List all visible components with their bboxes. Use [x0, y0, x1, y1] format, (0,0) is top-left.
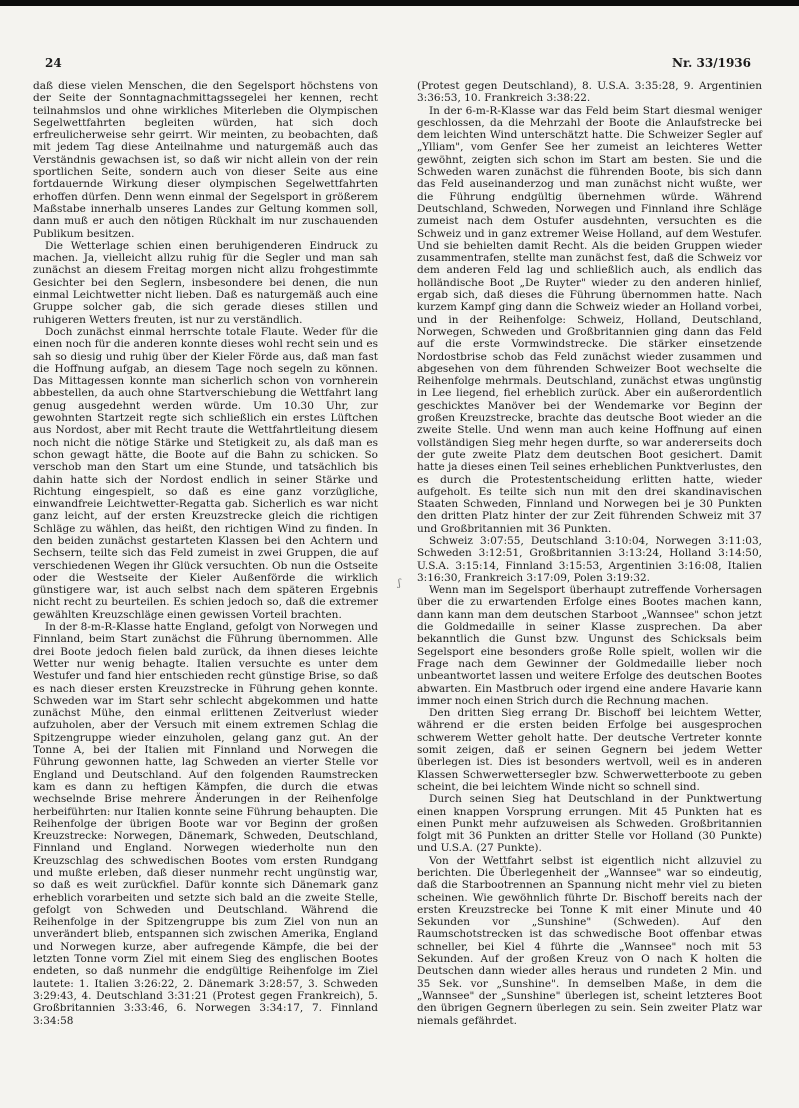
issue-number: Nr. 33/1936 [671, 56, 751, 70]
paragraph: (Protest gegen Deutschland), 8. U.S.A. 3:35:28, 9. Argentinien 3:36:53, 10. Frankreich 3:38:22. [417, 80, 762, 105]
paragraph: Durch seinen Sieg hat Deutschland in der Punktwertung einen knappen Vorsprung errungen. Mit 45 Punkten hat es einen Punkt mehr aufzuweisen als Schweden. Großbritannien folgt mit 36 Punkten an dritter Stelle vor Holland (30 Punkte) und U.S.A. (27 Punkte). [417, 793, 762, 855]
paragraph: Den dritten Sieg errang Dr. Bischoff bei leichtem Wetter, während er die ersten beiden Erfolge bei ausgesprochen schwerem Wetter geholt hatte. Der deutsche Vertreter konnte somit zeigen, daß er seinen Gegnern bei jedem Wetter überlegen ist. Dies ist besonders wertvoll, weil es in anderen Klassen Schwerwettersegler bzw. Schwerwetterboote zu geben scheint, die bei leichtem Winde nicht so schnell sind. [417, 707, 762, 793]
paragraph: In der 8-m-R-Klasse hatte England, gefolgt von Norwegen und Finnland, beim Start zunächst die Führung übernommen. Alle drei Boote jedoch fielen bald zurück, da ihnen dieses leichte Wetter nur wenig behagte. Italien versuchte es unter dem Westufer und fand hier entschieden recht günstige Brise, so daß es nach dieser ersten Kreuzstrecke in Führung gehen konnte. Schweden war im Start sehr schlecht abgekommen und hatte zunächst Mühe, den einmal erlittenen Zeitverlust wieder aufzuholen, aber der Versuch mit einem extremen Schlag die Spitzengruppe wieder einzuholen, gelang ganz gut. An der Tonne A, bei der Italien mit Finnland und Norwegen die Führung gewonnen hatte, lag Schweden an vierter Stelle vor England und Deutschland. Auf den folgenden Raumstrecken kam es dann zu heftigen Kämpfen, die durch die etwas wechselnde Brise mehrere Änderungen in der Reihenfolge herbeiführten: nur Italien konnte seine Führung behaupten. Die Reihenfolge der übrigen Boote war vor Beginn der großen Kreuzstrecke: Norwegen, Dänemark, Schweden, Deutschland, Finnland und England. Norwegen wiederholte nun den Kreuzschlag des schwedischen Bootes vom ersten Rundgang und mußte erleben, daß dieser nunmehr recht ungünstig war, so daß es weit zurückfiel. Dafür konnte sich Dänemark ganz erheblich vorarbeiten und setzte sich bald an die zweite Stelle, gefolgt von Schweden und Deutschland. Während die Reihenfolge in der Spitzengruppe bis zum Ziel von nun an unverändert blieb, entspannen sich zwischen Amerika, England und Norwegen kurze, aber aufregende Kämpfe, die bei der letzten Tonne vorm Ziel mit einem Sieg des englischen Bootes endeten, so daß nunmehr die endgültige Reihenfolge im Ziel lautete: 1. Italien 3:26:22, 2. Dänemark 3:28:57, 3. Schweden 3:29:43, 4. Deutschland 3:31:21 (Protest gegen Frankreich), 5. Großbritannien 3:33:46, 6. Norwegen 3:34:17, 7. Finnland 3:34:58 [33, 621, 378, 1027]
results-paragraph: Schweiz 3:07:55, Deutschland 3:10:04, Norwegen 3:11:03, Schweden 3:12:51, Großbritannien 3:13:24, Holland 3:14:50, U.S.A. 3:15:14, Finnland 3:15:53, Argentinien 3:16:08, Italien 3:16:30, Frankreich 3:17:09, Polen 3:19:32. [417, 534, 762, 584]
paragraph: In der 6-m-R-Klasse war das Feld beim Start diesmal weniger geschlossen, da die Mehrzahl der Boote die Anlaufstrecke bei dem leichten Wind unterschätzt hatte. Die Schweizer Segler auf „Ylliam", vom Genfer See her zumeist an leichteres Wetter gewöhnt, zeigten sich schon im Start am besten. Sie und die Schweden waren zunächst die führenden Boote, bis sich dann das Feld auseinanderzog und man zunächst nicht wußte, wer die Führung endgültig übernehmen würde. Während Deutschland, Schweden, Norwegen und Finnland ihre Schläge zumeist nach dem Ostufer ausdehnten, versuchten es die Schweiz und in ganz extremer Weise Holland, auf dem Westufer. Und sie behielten damit Recht. Als die beiden Gruppen wieder zusammentrafen, stellte man zunächst fest, daß die Schweiz vor dem anderen Feld lag und schließlich auch, als endlich das holländische Boot „De Ruyter" wieder zu den anderen hinlief, ergab sich, daß dieses die Führung übernommen hatte. Nach kurzem Kampf ging dann die Schweiz wieder an Holland vorbei, und in der Reihenfolge: Schweiz, Holland, Deutschland, Norwegen, Schweden und Großbritannien ging dann das Feld auf die erste Vormwindstrecke. Die stärker einsetzende Nordostbrise schob das Feld zunächst wieder zusammen und abgesehen von dem führenden Schweizer Boot wechselte die Reihenfolge mehrmals. Deutschland, zunächst etwas ungünstig in Lee liegend, fiel erheblich zurück. Aber ein außerordentlich geschicktes Manöver bei der Wendemarke vor Beginn der großen Kreuzstrecke, brachte das deutsche Boot wieder an die zweite Stelle. Und wenn man auch keine Hoffnung auf einen vollständigen Sieg mehr hegen durfte, so war andererseits doch der gute zweite Platz dem deutschen Boot gesichert. Damit hatte ja dieses einen Teil seines erheblichen Punktverlustes, den es durch die Protestentscheidung erlitten hatte, wieder aufgeholt. Es teilte sich nun mit den drei skandinavischen Staaten Schweden, Finnland und Norwegen bei je 30 Punkten den dritten Platz hinter der zur Zeit führenden Schweiz mit 37 und Großbritannien mit 36 Punkten. [417, 104, 762, 535]
right-column [417, 80, 762, 1027]
paragraph: Doch zunächst einmal herrschte totale Flaute. Weder für die einen noch für die anderen konnte dieses wohl recht sein und es sah so diesig und ruhig über der Kieler Förde aus, daß man fast die Hoffnung aufgab, an diesem Tage noch segeln zu können. Das Mittagessen konnte man sicherlich schon von vornherein abbestellen, da auch ohne Startverschiebung die Wettfahrt lang genug ausgedehnt werden würde. Um 10.30 Uhr, zur gewohnten Startzeit regte sich schließlich ein erstes Lüftchen aus Nordost, aber mit Recht traute die Wettfahrtleitung diesem noch nicht die nötige Stärke und Stetigkeit zu, als daß man es schon gewagt hätte, die Boote auf die Bahn zu schicken. So verschob man den Start um eine Stunde, und tatsächlich bis dahin hatte sich der Nordost endlich in seiner Stärke und Richtung eingespielt, so daß es eine ganz vorzügliche, einwandfreie Leichtwetter-Regatta gab. Sicherlich es war nicht ganz leicht, auf der ersten Kreuzstrecke gleich die richtigen Schläge zu wählen, das heißt, den richtigen Wind zu finden. In den beiden zunächst gestarteten Klassen bei den Achtern und Sechsern, teilte sich das Feld zumeist in zwei Gruppen, die auf verschiedenen Wegen ihr Glück versuchten. Ob nun die Ostseite oder die Westseite der Kieler Außenförde die wirklich günstigere war, ist auch selbst nach dem späteren Ergebnis nicht recht zu beurteilen. Es schien jedoch so, daß die extremer gewählten Kreuzschläge einen gewissen Vorteil brachten. [33, 325, 378, 621]
page-number: 24 [45, 56, 62, 70]
left-column [33, 80, 378, 1027]
margin-mark: ʃ [398, 578, 401, 589]
paragraph: Von der Wettfahrt selbst ist eigentlich nicht allzuviel zu berichten. Die Überlegenheit der „Wannsee" war so eindeutig, daß die Starbootrennen an Spannung nicht mehr viel zu bieten scheinen. Wie gewöhnlich führte Dr. Bischoff bereits nach der ersten Kreuzstrecke bei Tonne K mit einer Minute und 40 Sekunden vor „Sunshine" (Schweden). Auf den Raumschotstrecken ist das schwedische Boot offenbar etwas schneller, bei Kiel 4 führte die „Wannsee" noch mit 53 Sekunden. Auf der großen Kreuz von O nach K holten die Deutschen dann wieder alles heraus und rundeten 2 Min. und 35 Sek. vor „Sunshine". In demselben Maße, in dem die „Wannsee" der „Sunshine" überlegen ist, scheint letzteres Boot den übrigen Gegnern überlegen zu sein. Sein zweiter Platz war niemals gefährdet. [417, 854, 762, 1027]
paragraph: Die Wetterlage schien einen beruhigenderen Eindruck zu machen. Ja, vielleicht allzu ruhig für die Segler und man sah zunächst an diesem Freitag morgen nicht allzu frohgestimmte Gesichter bei den Seglern, insbesondere bei denen, die nun einmal Leichtwetter nicht lieben. Daß es naturgemäß auch eine Gruppe solcher gab, die sich gerade dieses stillen und ruhigeren Wetters freuten, ist nur zu verständlich. [33, 239, 378, 326]
paragraph: daß diese vielen Menschen, die den Segelsport höchstens von der Seite der Sonntagnachmittagssegelei her kennen, recht teilnahmslos und ohne wirkliches Miterleben die Olympischen Segelwettfahrten begleiten würden, hat sich doch erfreulicherweise sehr geirrt. Wir meinten, zu beobachten, daß mit jedem Tag diese Anteilnahme und naturgemäß auch das Verständnis gewachsen ist, so daß wir nicht allein von der rein sportlichen Seite, sondern auch von dieser Seite aus eine fortdauernde Wirkung dieser olympischen Segelwettfahrten erhoffen dürfen. Denn wenn einmal der Segelsport in größerem Maßstabe innerhalb unseres Landes zur Geltung kommen soll, dann muß er auch den nötigen Rückhalt im nur zuschauenden Publikum besitzen. [33, 80, 378, 240]
paragraph: Wenn man im Segelsport überhaupt zutreffende Vorhersagen über die zu erwartenden Erfolge eines Bootes machen kann, dann kann man dem deutschen Starboot „Wannsee" schon jetzt die Goldmedaille in seiner Klasse zusprechen. Da aber bekanntlich die Gunst bzw. Ungunst des Schicksals beim Segelsport eine besonders große Rolle spielt, wollen wir die Frage nach dem Gewinner der Goldmedaille lieber noch unbeantwortet lassen und weitere Erfolge des deutschen Bootes abwarten. Ein Mastbruch oder irgend eine andere Havarie kann immer noch einen Strich durch die Rechnung machen. [417, 584, 762, 707]
top-border [0, 0, 799, 6]
